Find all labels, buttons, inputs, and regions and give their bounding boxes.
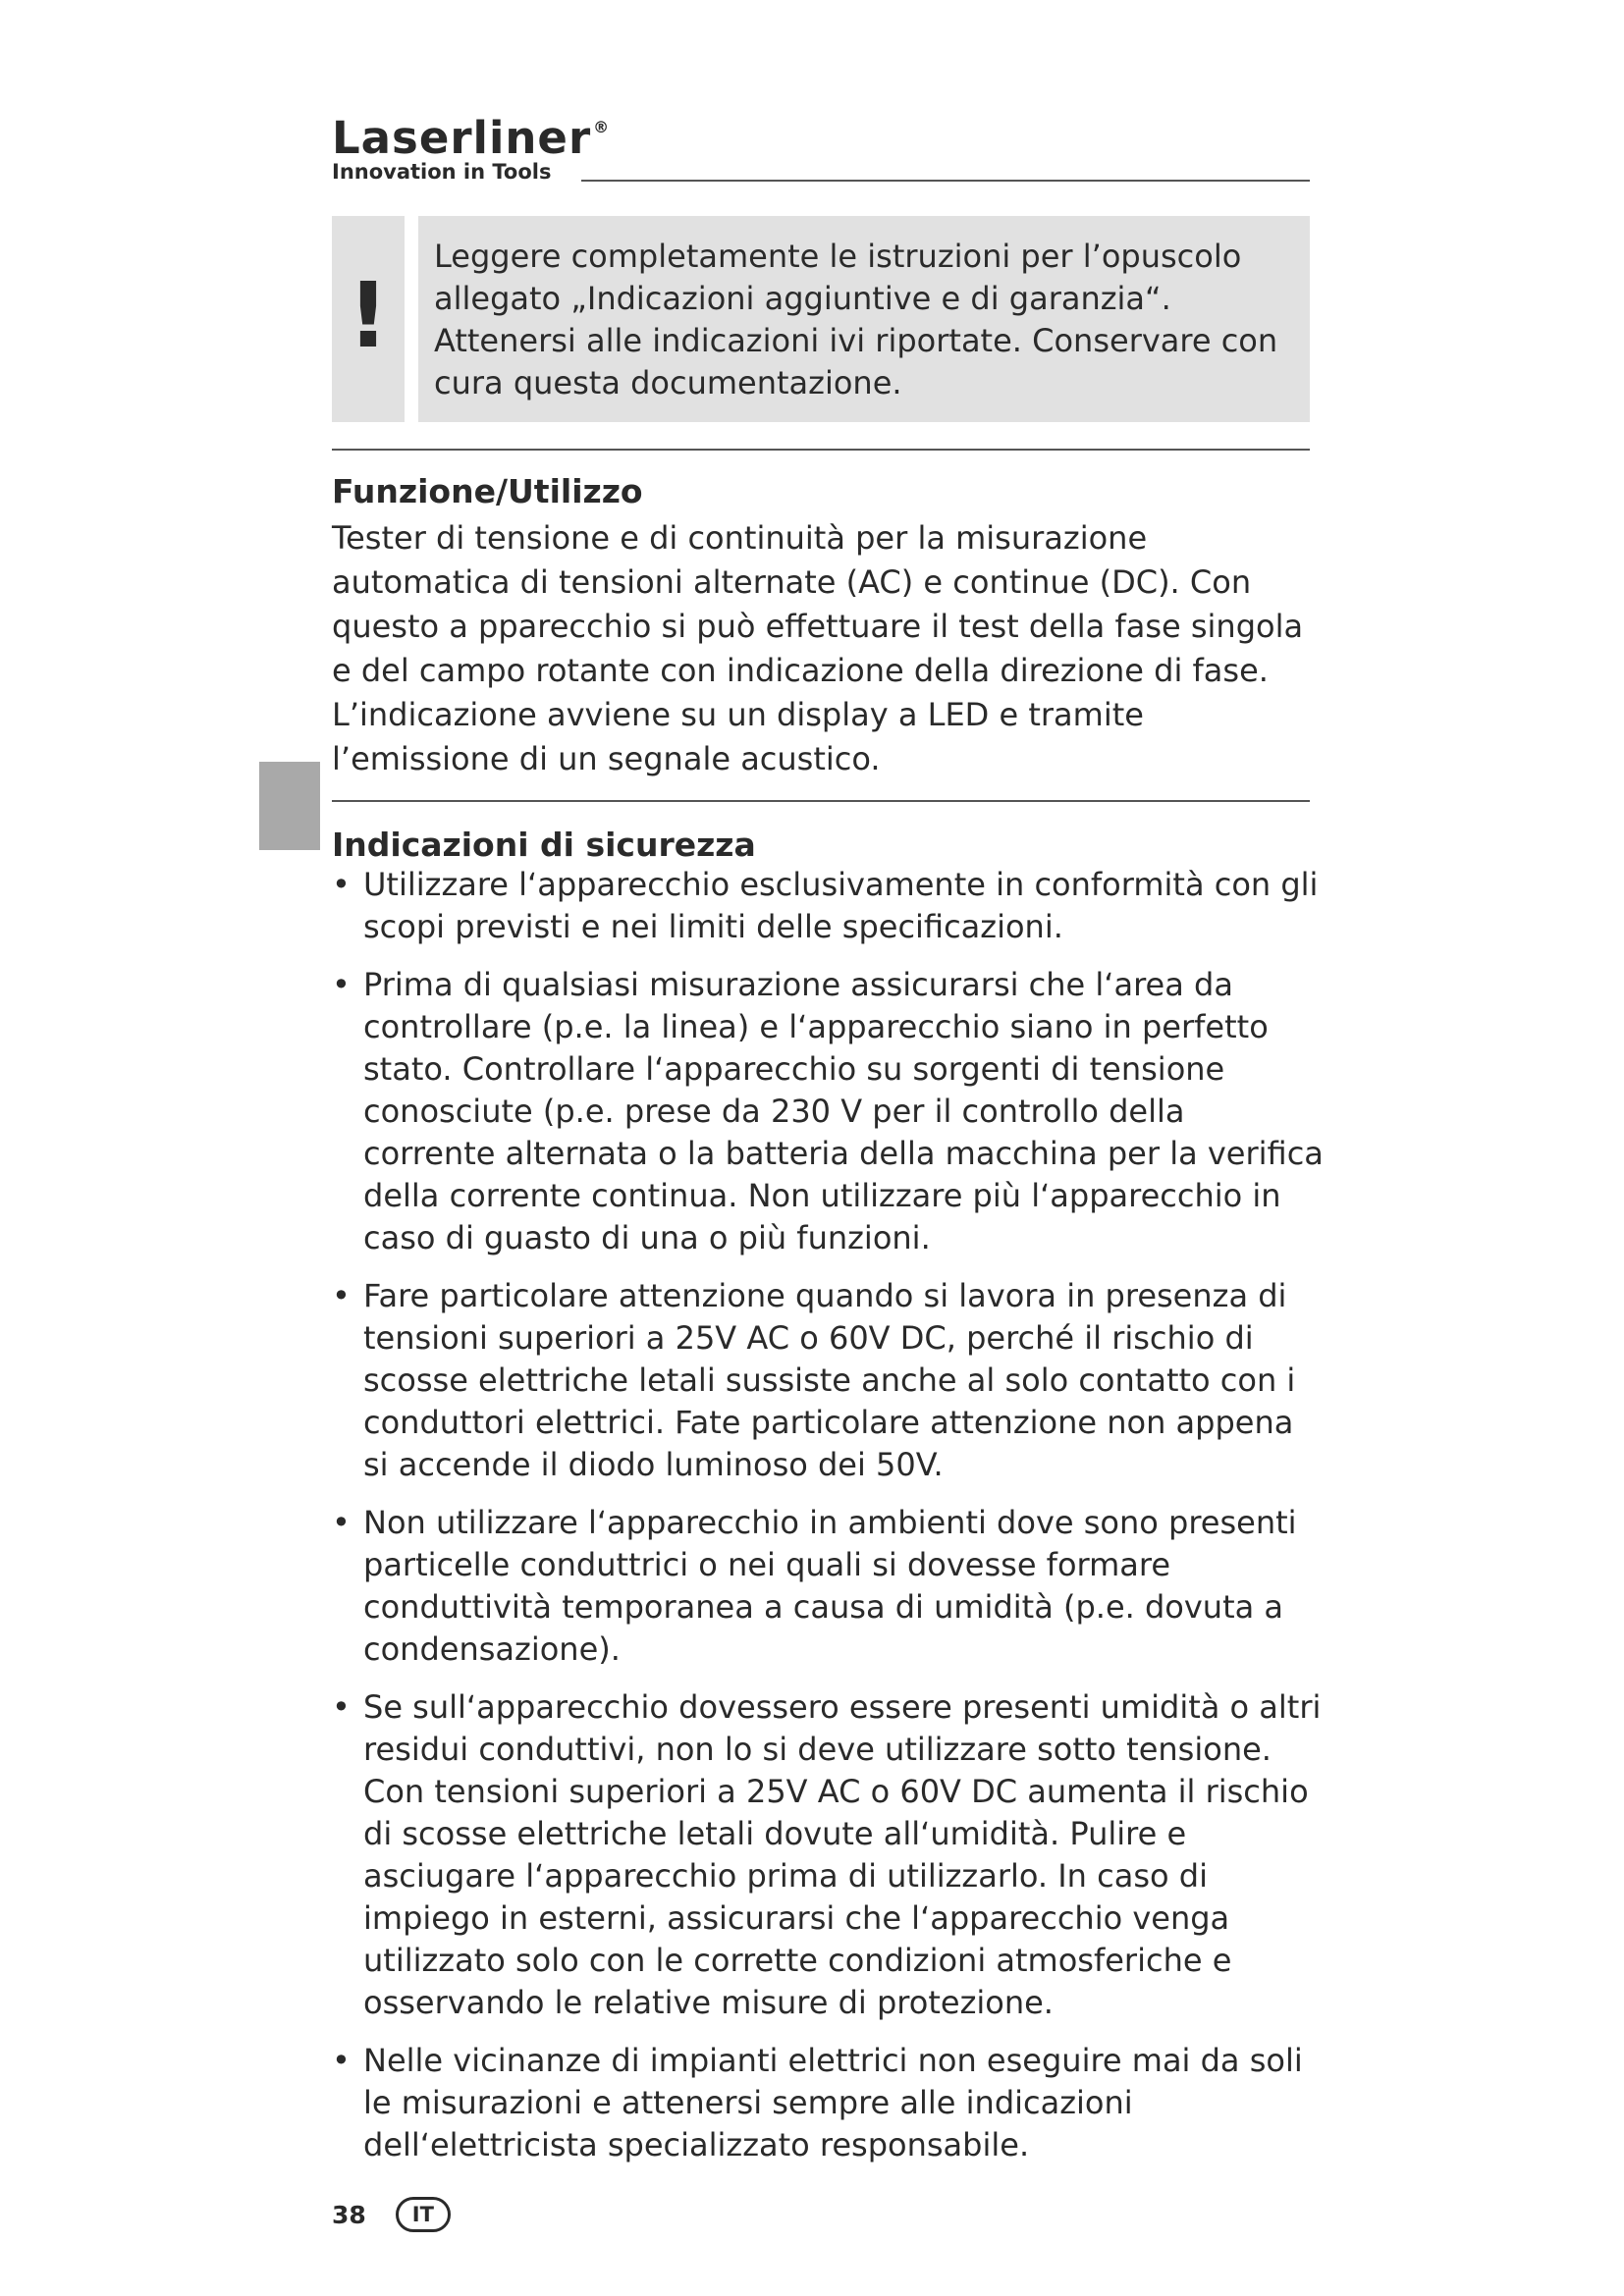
brand-tagline: Innovation in Tools: [332, 160, 552, 184]
notice-mark-panel: [332, 216, 405, 422]
list-item: [332, 964, 1324, 1259]
list-item: [332, 1275, 1324, 1486]
list-item-text: Prima di qualsiasi misurazione assicurarsi che l‘area da controllare (p.e. la linea) e l‘apparecchio siano in perfetto stato. Controllare l‘apparecchio su sorgenti di tensione conosciute (p.e. prese da 230 V per il controllo della corrente alternata o la batteria della macchina per la verifica della corrente continua. Non utilizzare più l‘apparecchio in caso di guasto di una o più funzioni.: [363, 966, 1324, 1256]
list-item: [332, 1686, 1324, 2024]
list-item-text: Se sull‘apparecchio dovessero essere presenti umidità o altri residui conduttivi, non lo si deve utilizzare sotto tensione. Con tensioni superiori a 25V AC o 60V DC aumenta il rischio di scosse elettriche letali dovute all‘umidità. Pulire e asciugare l‘apparecchio prima di utilizzarlo. In caso di impiego in esterni, assicurarsi che l‘apparecchio venga utilizzato solo con le corrette condizioni atmosferiche e osservando le relative misure di protezione.: [363, 1688, 1322, 2021]
section-heading-sicurezza: Indicazioni di sicurezza: [332, 826, 756, 864]
funzione-paragraph: Tester di tensione e di continuità per la misurazione automatica di tensioni alternate (AC) e continue (DC). Con questo a pparecchio si può effettuare il test della fase singola e del campo rotante con indicazione della direzione di fase. L’indicazione avviene su un display a LED e tramite l’emissione di un segnale acustico.: [332, 519, 1304, 777]
section-divider: [332, 800, 1310, 802]
bullet-icon: •: [332, 1277, 351, 1314]
bullet-icon: •: [332, 2042, 351, 2079]
list-item: [332, 864, 1324, 948]
list-item-text: Non utilizzare l‘apparecchio in ambienti dove sono presenti particelle conduttrici o nei quali si dovesse formare conduttività temporanea a causa di umidità (p.e. dovuta a condensazione).: [363, 1504, 1297, 1668]
notice-box: [332, 216, 1310, 422]
exclamation-icon: !: [348, 263, 389, 368]
list-item-text: Fare particolare attenzione quando si lavora in presenza di tensioni superiori a 25V AC o 60V DC, perché il rischio di scosse elettriche letali sussiste anche al solo contatto con i conduttori elettrici. Fate particolare attenzione non appena si accende il diodo luminoso dei 50V.: [363, 1277, 1296, 1483]
bullet-icon: •: [332, 866, 351, 903]
header-rule: [581, 180, 1310, 182]
brand-name: Laserliner: [332, 112, 592, 164]
bullet-icon: •: [332, 966, 351, 1003]
list-item-text: Utilizzare l‘apparecchio esclusivamente in conformità con gli scopi previsti e nei limiti delle specificazioni.: [363, 866, 1319, 945]
page-footer: [332, 2195, 451, 2234]
bullet-icon: •: [332, 1504, 351, 1541]
section-heading-funzione: Funzione/Utilizzo: [332, 472, 643, 510]
language-badge: IT: [396, 2197, 451, 2232]
registered-mark: ®: [593, 118, 611, 136]
bullet-icon: •: [332, 1688, 351, 1726]
safety-list: [332, 864, 1324, 2182]
section-divider: [332, 449, 1310, 451]
notice-text: Leggere completamente le istruzioni per l’opuscolo allegato „Indicazioni aggiuntive e di garanzia“. Attenersi alle indicazioni ivi riportate. Conservare con cura questa documentazione.: [434, 238, 1278, 401]
language-side-tab: [259, 762, 320, 850]
list-item: [332, 2040, 1324, 2166]
list-item: [332, 1502, 1324, 1671]
page-number: 38: [332, 2200, 366, 2229]
list-item-text: Nelle vicinanze di impianti elettrici non eseguire mai da soli le misurazioni e attenersi sempre alle indicazioni dell‘elettricista specializzato responsabile.: [363, 2042, 1303, 2163]
brand-logo: [332, 112, 611, 184]
